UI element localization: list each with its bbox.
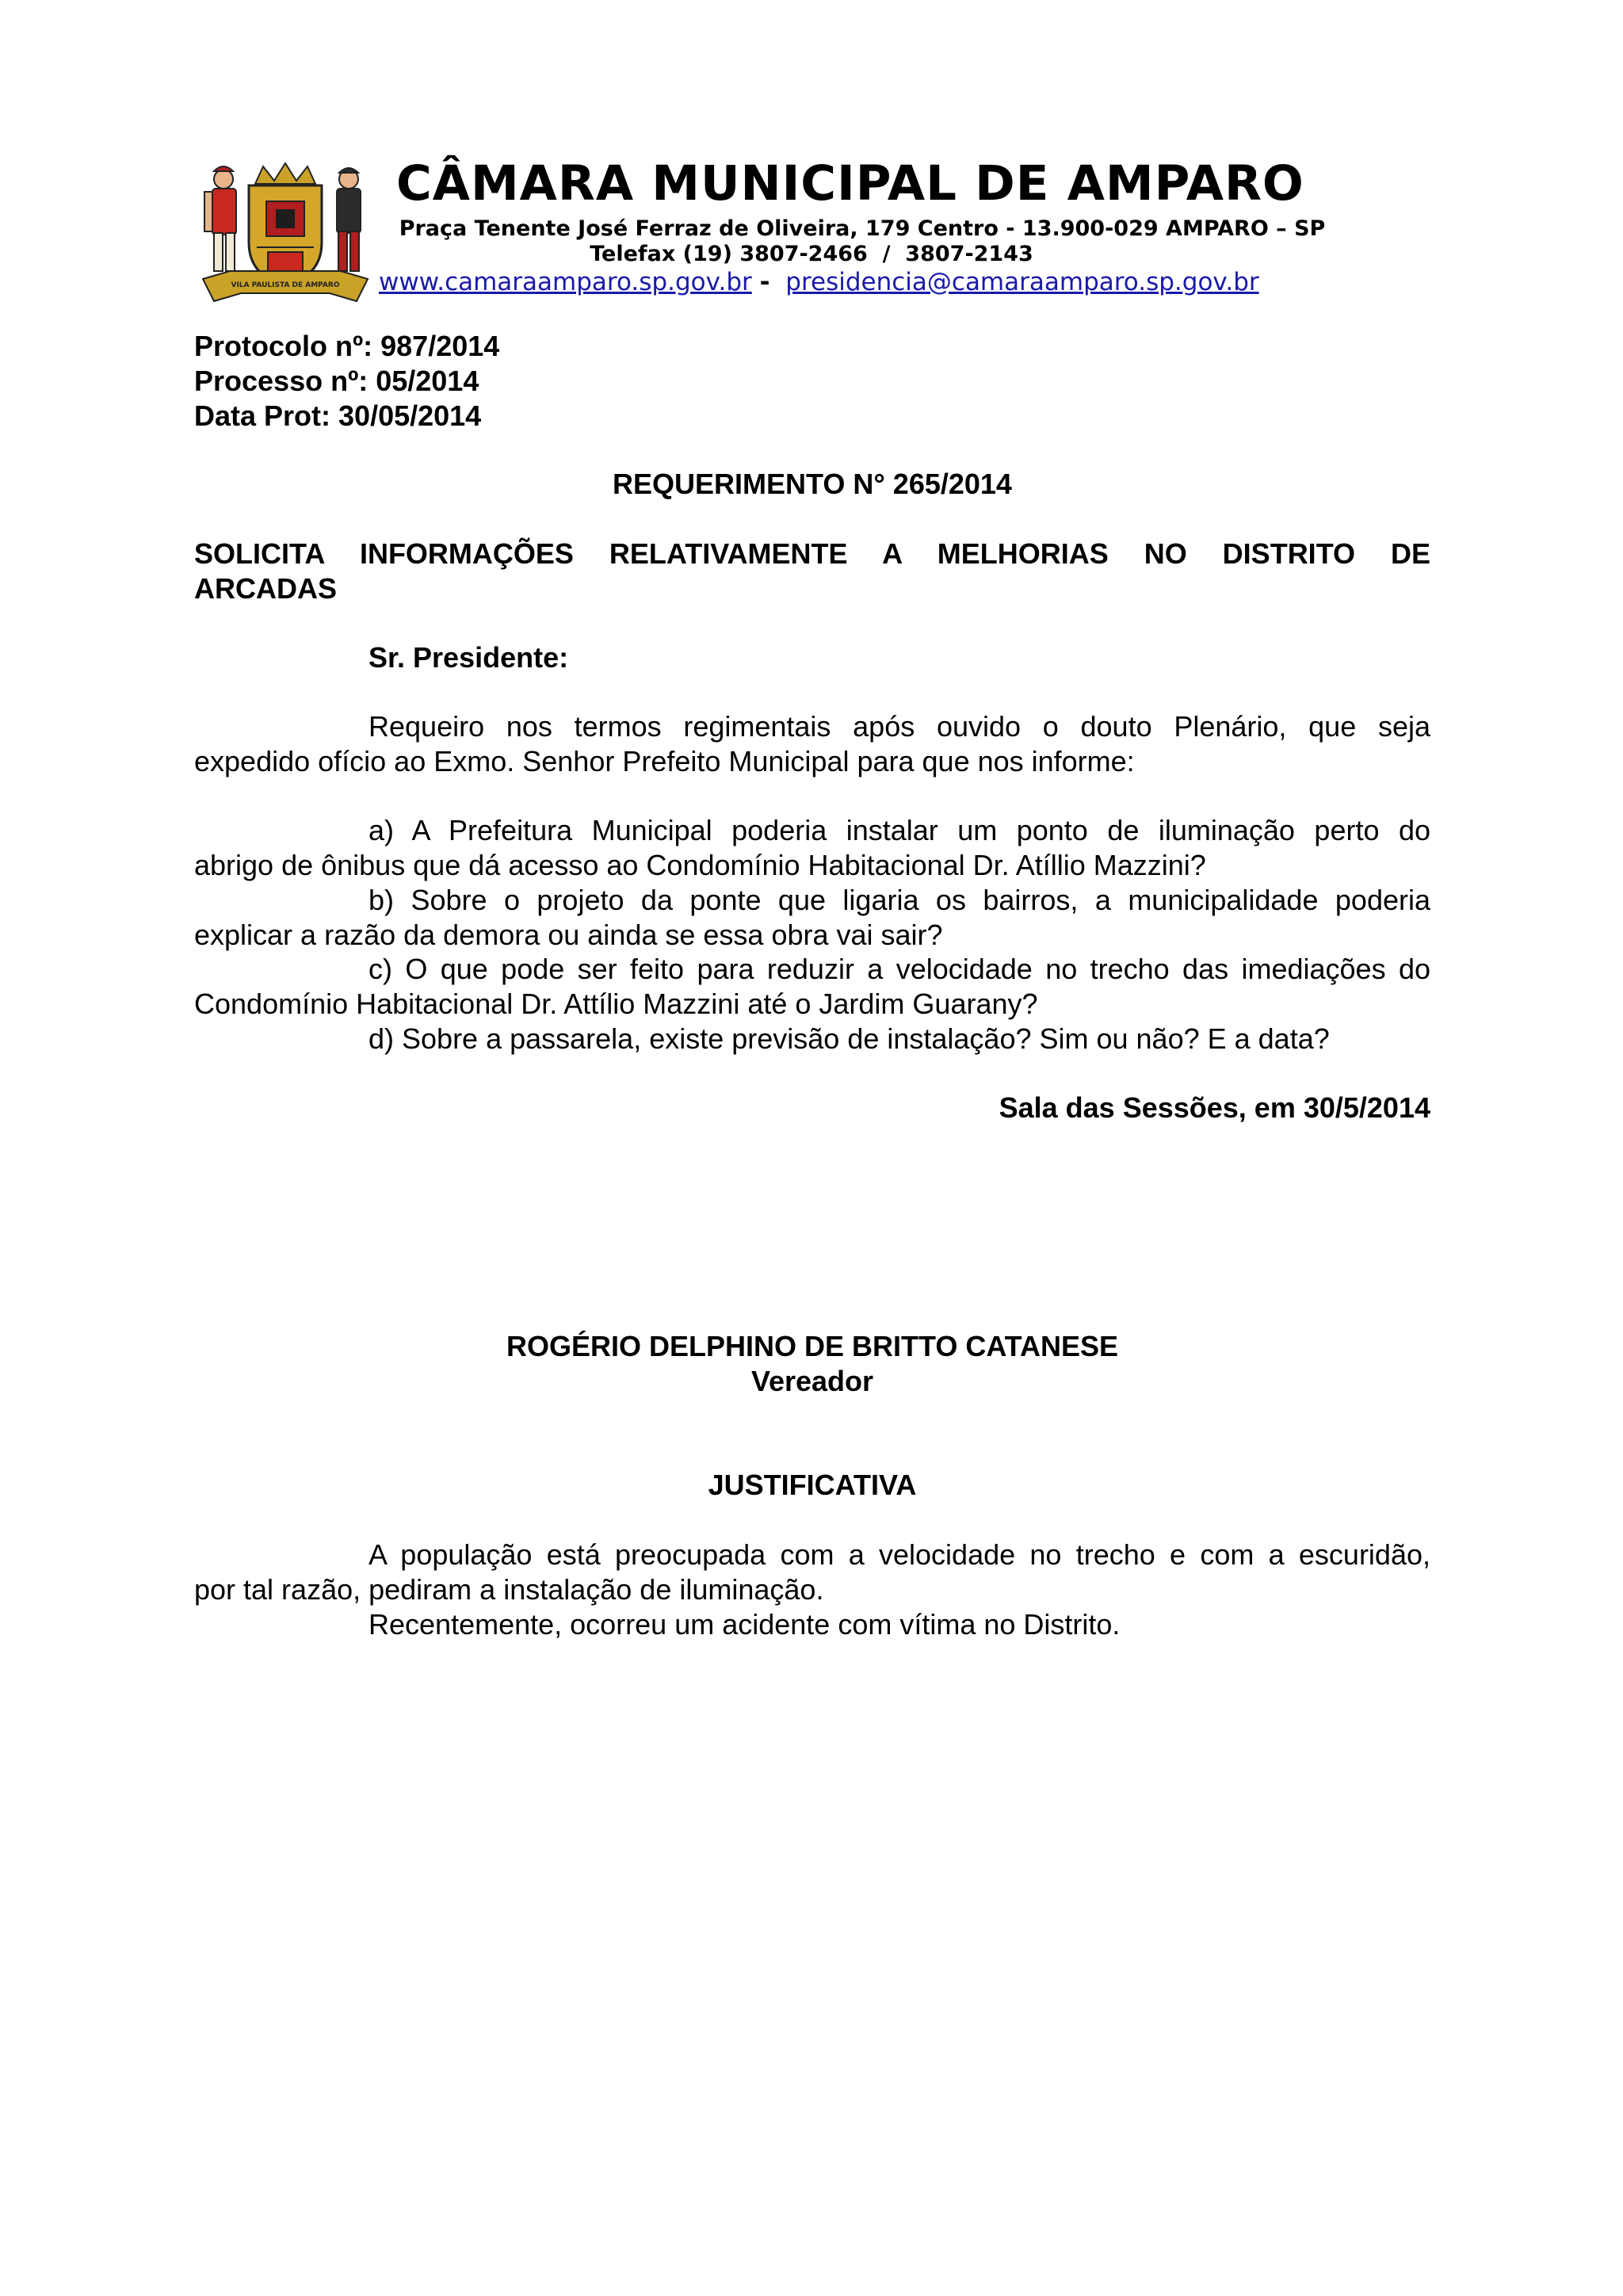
process-number: Processo nº: 05/2014: [194, 365, 479, 397]
email-link[interactable]: presidencia@camaraamparo.sp.gov.br: [785, 268, 1259, 296]
justificativa-line-3: Recentemente, ocorreu um acidente com vítima no Distrito.: [369, 1608, 1121, 1641]
crest-banner-text: VILA PAULISTA DE AMPARO: [231, 281, 340, 289]
signatory-name: ROGÉRIO DELPHINO DE BRITTO CATANESE: [506, 1330, 1119, 1362]
subject-line-2: ARCADAS: [194, 572, 337, 605]
item-a-line-2: abrigo de ônibus que dá acesso ao Condomínio Habitacional Dr. Atíllio Mazzini?: [194, 849, 1206, 881]
requerimento-title: REQUERIMENTO N° 265/2014: [613, 468, 1012, 500]
institution-telefax: Telefax (19) 3807-2466 / 3807-2143: [590, 242, 1033, 266]
justificativa-line-1: A população está preocupada com a velocidade no trecho e com a escuridão,: [369, 1538, 1430, 1571]
website-link[interactable]: www.camaraamparo.sp.gov.br: [379, 268, 752, 296]
intro-line-2: expedido ofício ao Exmo. Senhor Prefeito Municipal para que nos informe:: [194, 745, 1135, 777]
protocol-number: Protocolo nº: 987/2014: [194, 330, 500, 362]
protocol-date: Data Prot: 30/05/2014: [194, 399, 482, 432]
header-links: [379, 268, 1330, 296]
municipal-crest-logo: [198, 160, 372, 311]
institution-address: Praça Tenente José Ferraz de Oliveira, 179 Centro - 13.900-029 AMPARO – SP: [399, 216, 1326, 241]
justificativa-line-2: por tal razão, pediram a instalação de iluminação.: [194, 1573, 824, 1606]
item-c-line-2: Condomínio Habitacional Dr. Attílio Mazzini até o Jardim Guarany?: [194, 988, 1038, 1020]
closing-place-date: Sala das Sessões, em 30/5/2014: [999, 1091, 1430, 1124]
item-a-line-1: a) A Prefeitura Municipal poderia instalar um ponto de iluminação perto do: [369, 814, 1430, 846]
institution-title: CÂMARA MUNICIPAL DE AMPARO: [396, 155, 1304, 212]
crest-left-figure: [204, 166, 236, 271]
signatory-role: Vereador: [750, 1365, 874, 1397]
justificativa-heading: JUSTIFICATIVA: [708, 1469, 917, 1501]
subject-line-1: SOLICITA INFORMAÇÕES RELATIVAMENTE A MELHORIAS NO DISTRITO DE: [194, 537, 1430, 570]
salutation: Sr. Presidente:: [369, 641, 569, 674]
item-d-line-1: d) Sobre a passarela, existe previsão de instalação? Sim ou não? E a data?: [369, 1022, 1330, 1055]
item-b-line-1: b) Sobre o projeto da ponte que ligaria os bairros, a municipalidade poderia: [369, 884, 1430, 916]
link-separator: -: [759, 268, 770, 296]
crest-right-figure: [337, 168, 361, 271]
item-b-line-2: explicar a razão da demora ou ainda se essa obra vai sair?: [194, 919, 943, 951]
intro-line-1: Requeiro nos termos regimentais após ouvido o douto Plenário, que seja: [369, 710, 1430, 743]
item-c-line-1: c) O que pode ser feito para reduzir a velocidade no trecho das imediações do: [369, 953, 1430, 985]
